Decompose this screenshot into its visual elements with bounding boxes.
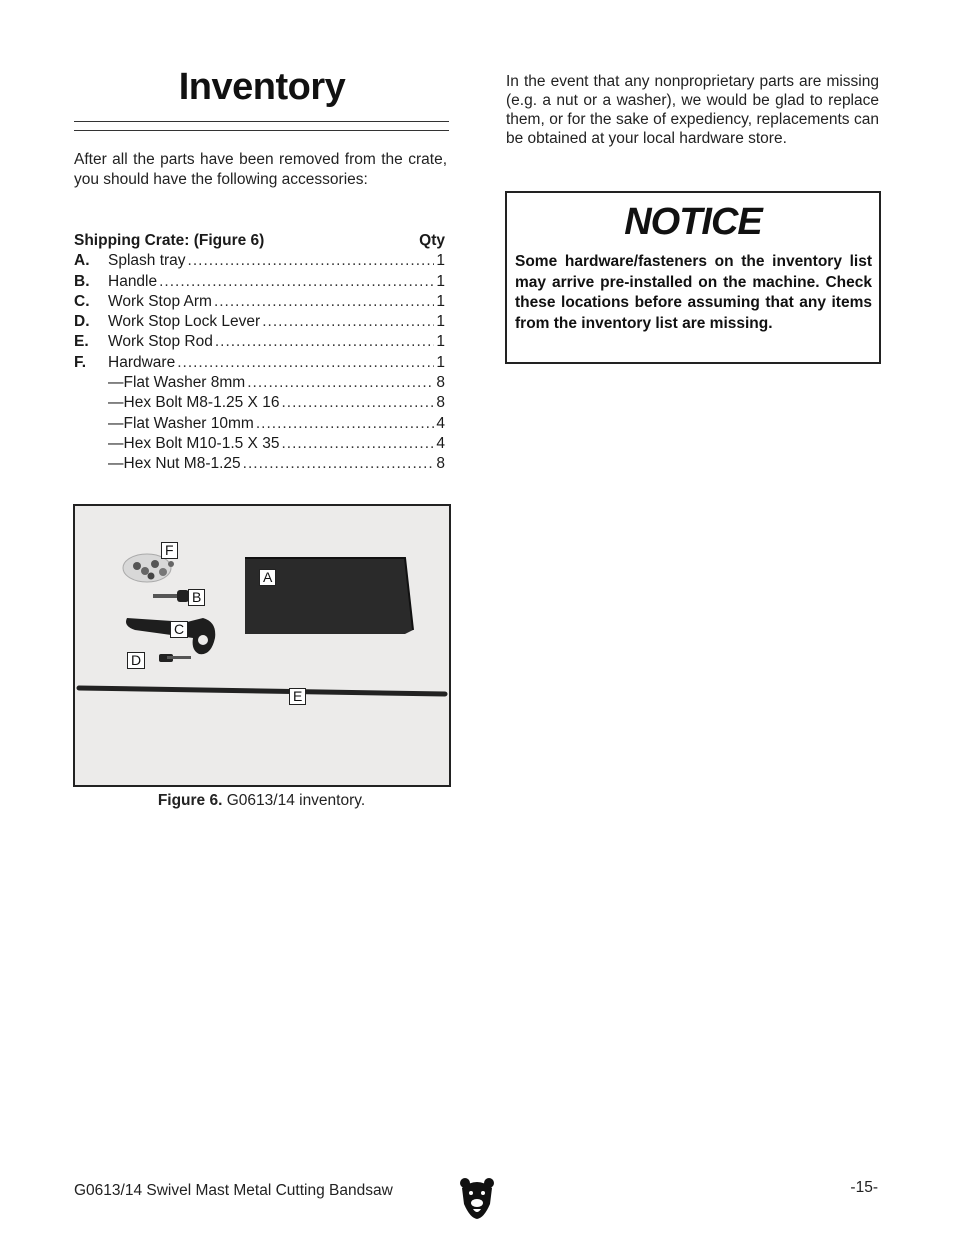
intro-paragraph: After all the parts have been removed from the crate, you should have the following accessories:: [74, 151, 447, 188]
inventory-qty-header: Qty: [419, 232, 445, 249]
inventory-photo: [73, 504, 451, 787]
notice-title: NOTICE: [624, 201, 762, 243]
handle-part: [153, 590, 189, 602]
list-item: E. Work Stop Rod ..... 1: [74, 332, 445, 352]
replacement-paragraph: In the event that any nonproprietary parts are missing (e.g. a nut or a washer), we would be glad to replace them, or for the sake of expediency, replacements can be obtained at your local hardware store.: [506, 73, 879, 147]
figure-label-a: A: [259, 569, 276, 586]
page-title: Inventory: [178, 66, 346, 108]
bear-head-logo-icon: [458, 1176, 496, 1220]
list-subitem: —Flat Washer 10mm ..... 4: [74, 414, 445, 434]
figure-label-b: B: [188, 589, 205, 606]
inventory-photo-drawing: [75, 506, 449, 785]
footer-page-number: -15-: [850, 1179, 878, 1196]
figure-label-d: D: [127, 652, 145, 669]
figure-label-f: F: [161, 542, 178, 559]
list-item: B. Handle ..... 1: [74, 272, 445, 292]
list-subitem: —Hex Bolt M8-1.25 X 16 ..... 8: [74, 393, 445, 413]
figure-caption: [74, 792, 449, 810]
figure-caption-number: Figure 6.: [157, 792, 223, 809]
title-rule-top: [74, 121, 449, 122]
notice-box: [505, 191, 881, 364]
inventory-header-label: Shipping Crate: (Figure 6): [74, 232, 265, 249]
inventory-list: [74, 231, 445, 475]
figure-label-c: C: [170, 621, 188, 638]
figure-label-e: E: [289, 688, 306, 705]
list-subitem: —Hex Nut M8-1.25 ..... 8: [74, 454, 445, 474]
figure-caption-text: G0613/14 inventory.: [222, 792, 366, 809]
list-item: F. Hardware ..... 1: [74, 353, 445, 373]
list-subitem: —Flat Washer 8mm ..... 8: [74, 373, 445, 393]
work-stop-rod-part: [79, 688, 445, 694]
lock-lever-part: [159, 654, 191, 662]
title-rule-bottom: [74, 130, 449, 131]
list-item: C. Work Stop Arm ..... 1: [74, 292, 445, 312]
inventory-header: [74, 231, 445, 251]
notice-body: Some hardware/fasteners on the inventory list may arrive pre-installed on the machine. Check these locations before assuming that any items from the inventory list are missing.: [515, 253, 872, 332]
list-item: A. Splash tray ..... 1: [74, 251, 445, 271]
footer-manual-title: G0613/14 Swivel Mast Metal Cutting Bandsaw: [74, 1182, 393, 1199]
list-item: D. Work Stop Lock Lever ..... 1: [74, 312, 445, 332]
list-subitem: —Hex Bolt M10-1.5 X 35 ..... 4: [74, 434, 445, 454]
